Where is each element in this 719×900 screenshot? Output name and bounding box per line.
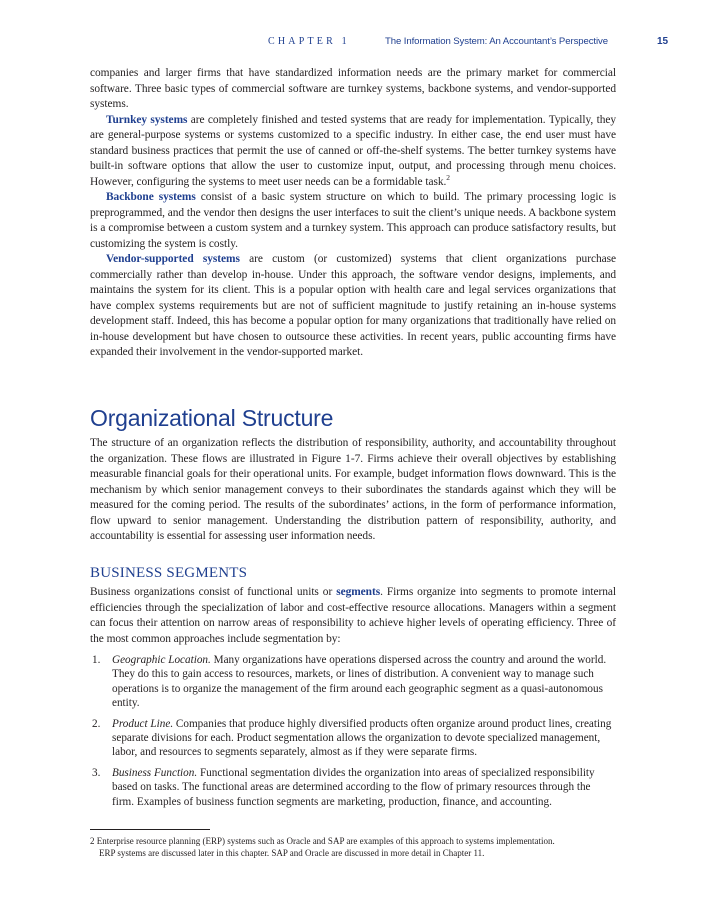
intro-paragraph: companies and larger firms that have standardized information needs are the primary market for commercial software. Three basic types of commercial software are turnkey systems, backbone systems, and vendor-supported systems. xyxy=(90,67,616,110)
footnote-rule xyxy=(90,829,210,830)
list-item xyxy=(92,717,614,760)
list-item xyxy=(92,653,614,711)
list-item-title: Geographic Location. xyxy=(112,654,211,666)
vendor-text: are custom (or customized) systems that client organizations purchase commercially rather than develop in-house. Under this approach, the software vendor designs, implements, and maintains the system for its client. This is a popular option with health care and legal services organizations that have complex systems requirements but are not of sufficient magnitude to justify retaining an in-house systems development staff. Indeed, this has become a popular option for many organizations that traditionally have relied on in-house development but have chosen to outsource these activities. In recent years, public accounting firms have expanded their involvement in the vendor-supported market. xyxy=(90,253,616,358)
intro-section xyxy=(90,66,616,361)
footnote-line-1 xyxy=(90,835,616,847)
turnkey-text: are completely finished and tested systems that are ready for implementation. Typically, they are general-purpose systems or systems customized to a specific industry. In either case, the end user must have standard business practices that permit the use of canned or off-the-shelf systems. The better turnkey systems have built-in software options that allow the user to customize input, output, and processing through menu choices. However, configuring the systems to meet user needs can be a formidable task. xyxy=(90,113,616,188)
list-item-title: Business Function. xyxy=(112,766,198,779)
chapter-title: The Information System: An Accountant’s Perspective xyxy=(385,36,608,47)
turnkey-paragraph xyxy=(90,113,616,191)
footnote-ref: 2 xyxy=(446,172,450,182)
running-head xyxy=(0,36,719,50)
list-number: 2. xyxy=(92,717,101,730)
list-item-text: Many organizations have operations dispersed across the country and around the world. They do this to gain access to resources, markets, or lines of distribution. A convenient way to manage such operations is to organize the management of the firm around each geographic segment as a quasi-autonomous entity. xyxy=(112,654,607,710)
org-structure-section xyxy=(90,436,616,545)
list-item xyxy=(92,766,614,809)
vendor-paragraph xyxy=(90,252,616,361)
footnote xyxy=(90,835,616,859)
footnote-text-1: Enterprise resource planning (ERP) systems such as Oracle and SAP are examples of this approach to systems implementation. xyxy=(94,836,555,846)
org-structure-paragraph: The structure of an organization reflects the distribution of responsibility, authority, and accountability throughout the organization. These flows are illustrated in Figure 1-7. Firms achieve their overall objectives by establishing measurable financial goals for their operational units. For example, budget information flows downward. This is the mechanism by which senior management conveys to their subordinates the standards against which they will be measured for the coming period. The results of the subordinates’ actions, in the form of performance information, flow upward to senior management. Understanding the distribution pattern of responsibility, authority, and accountability is essential for assessing user information needs. xyxy=(90,437,616,542)
business-segments-section xyxy=(90,585,616,647)
footnote-number: 2 xyxy=(90,836,95,846)
vendor-term: Vendor-supported systems xyxy=(106,253,240,265)
list-item-title: Product Line. xyxy=(112,717,174,730)
page-number: 15 xyxy=(657,36,669,47)
turnkey-term: Turnkey systems xyxy=(106,113,188,126)
segments-text-after: . Firms organize into segments to promote internal efficiencies through the specialization of labor and cost-effective resource allocations. Managers within a segment can focus their attention on narrow areas of responsibility to achieve higher levels of operating efficiency. Three of the most common approaches include segmentation by: xyxy=(90,586,616,645)
section-heading: Organizational Structure xyxy=(90,405,334,431)
list-number: 1. xyxy=(92,654,101,666)
business-segments-paragraph xyxy=(90,585,616,647)
subsection-heading: BUSINESS SEGMENTS xyxy=(90,565,248,581)
segments-term: segments xyxy=(336,586,381,598)
footnote-text-2: ERP systems are discussed later in this chapter. SAP and Oracle are discussed in more detail in Chapter 11. xyxy=(99,848,485,858)
backbone-term: Backbone systems xyxy=(106,191,196,203)
backbone-text: consist of a basic system structure on which to build. The primary processing logic is preprogrammed, and the vendor then designs the user interfaces to suit the client’s unique needs. A backbone system is a compromise between a custom system and a turnkey system. This approach can produce satisfactory results, but customizing the system is costly. xyxy=(90,191,617,250)
segmentation-list xyxy=(92,653,614,815)
segments-text-before: Business organizations consist of functional units or xyxy=(90,586,337,598)
list-number: 3. xyxy=(92,766,101,779)
list-item-text: Companies that produce highly diversified products often organize around product lines, creating separate divisions for each. Product segmentation allows the organization to devote specialized management, labor, and resources to segments separately, almost as if they were separate firms. xyxy=(112,717,612,759)
chapter-label: CHAPTER 1 xyxy=(268,36,350,47)
backbone-paragraph xyxy=(90,190,616,252)
list-item-text: Functional segmentation divides the organization into areas of specialized responsibility based on tasks. The functional areas are determined according to the flow of primary resources through the firm. Examples of business function segments are marketing, production, finance, and accounting. xyxy=(112,766,595,808)
